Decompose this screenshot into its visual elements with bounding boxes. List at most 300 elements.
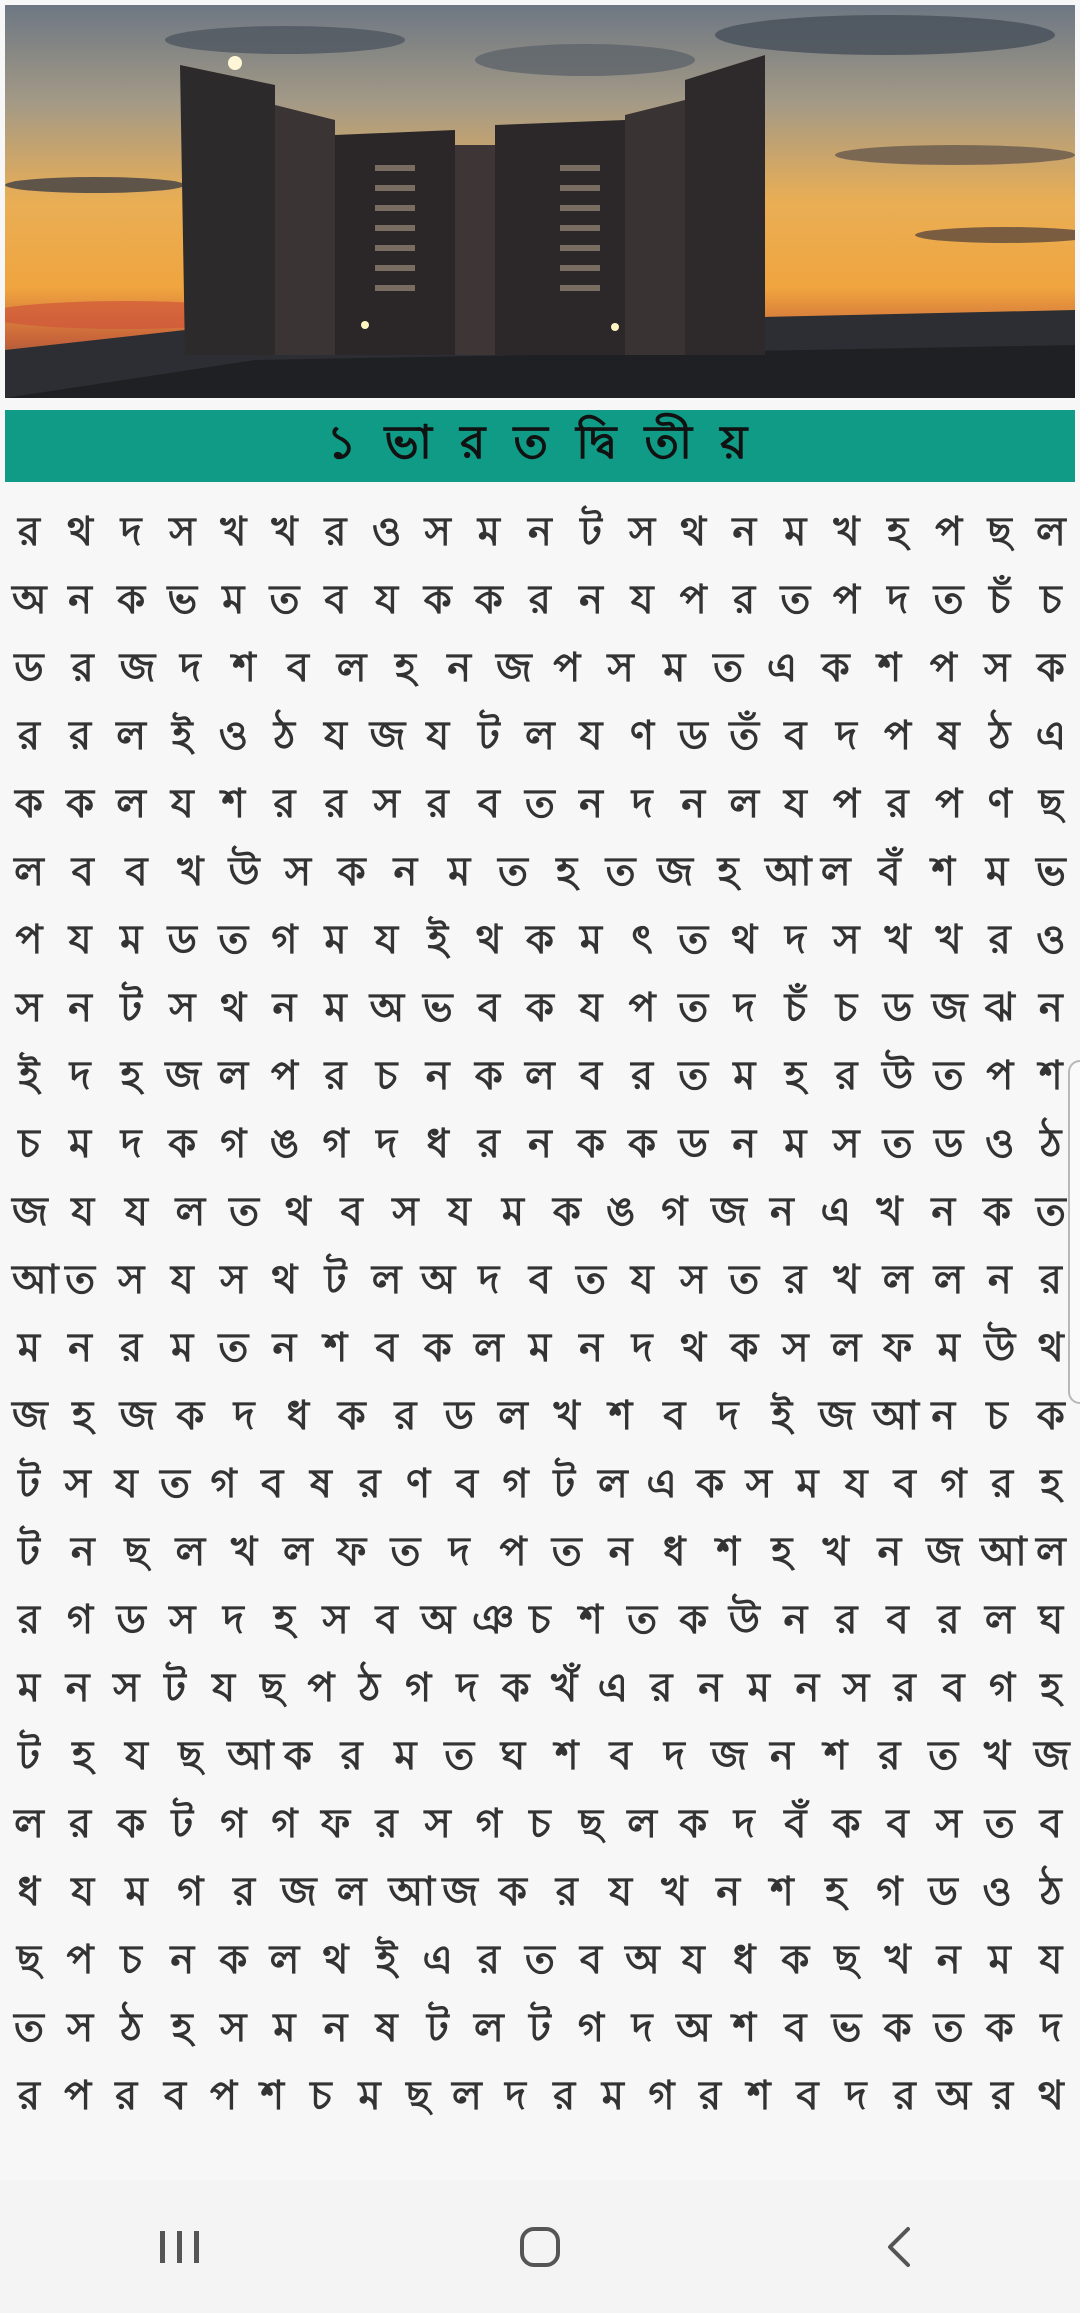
grid-letter[interactable]: গ	[405, 1665, 432, 1711]
grid-letter[interactable]: ণ	[406, 1461, 431, 1507]
grid-letter[interactable]: অ	[12, 577, 47, 623]
grid-letter[interactable]: তঁ	[729, 713, 760, 759]
grid-letter[interactable]: ত	[882, 1121, 913, 1167]
grid-letter[interactable]: ত	[678, 1053, 709, 1099]
grid-letter[interactable]: ল	[627, 1801, 658, 1847]
grid-letter[interactable]: ম	[937, 1325, 960, 1371]
grid-letter[interactable]: ক	[679, 1597, 708, 1643]
grid-letter[interactable]: ট	[477, 713, 500, 759]
grid-letter[interactable]: য	[447, 1189, 471, 1235]
grid-letter[interactable]: য	[630, 577, 654, 623]
grid-letter[interactable]: জ	[496, 645, 532, 691]
grid-letter[interactable]: র	[528, 577, 551, 623]
grid-letter[interactable]: গ	[876, 1869, 903, 1915]
grid-letter[interactable]: থ	[220, 985, 247, 1031]
grid-letter[interactable]: ত	[13, 2005, 44, 2051]
grid-letter[interactable]: ট	[164, 1665, 186, 1711]
grid-letter[interactable]: ম	[784, 1121, 807, 1167]
grid-letter[interactable]: শ	[554, 1733, 579, 1779]
grid-letter[interactable]: খ	[935, 917, 962, 963]
grid-letter[interactable]: ব	[784, 713, 807, 759]
grid-letter[interactable]: অ	[936, 2073, 972, 2119]
grid-letter[interactable]: ব	[71, 849, 94, 895]
grid-letter[interactable]: শ	[608, 1393, 633, 1439]
grid-letter[interactable]: ছ	[406, 2073, 431, 2119]
grid-letter[interactable]: ম	[747, 1665, 770, 1711]
grid-letter[interactable]: ভ	[167, 577, 198, 623]
grid-letter[interactable]: চ	[529, 1801, 551, 1847]
grid-letter[interactable]: ও	[1036, 917, 1066, 963]
grid-letter[interactable]: চ	[310, 2073, 332, 2119]
grid-letter[interactable]: খ	[833, 509, 860, 555]
grid-letter[interactable]: ন	[393, 849, 418, 895]
grid-letter[interactable]: স	[833, 917, 860, 963]
grid-letter[interactable]: স	[15, 985, 43, 1031]
grid-letter[interactable]: প	[270, 1053, 299, 1099]
grid-letter[interactable]: ত	[218, 1325, 249, 1371]
grid-letter[interactable]: ক	[176, 1393, 205, 1439]
grid-letter[interactable]: স	[782, 1325, 809, 1371]
grid-letter[interactable]: স	[607, 645, 634, 691]
letter-grid[interactable]	[0, 498, 1080, 2178]
grid-letter[interactable]: র	[324, 781, 347, 827]
grid-letter[interactable]: ৎ	[631, 917, 653, 963]
grid-letter[interactable]: ন	[579, 577, 603, 623]
grid-letter[interactable]: ব	[375, 1597, 398, 1643]
grid-letter[interactable]: ল	[473, 1325, 504, 1371]
grid-letter[interactable]: দ	[120, 509, 142, 555]
grid-letter[interactable]: য	[170, 781, 194, 827]
grid-letter[interactable]: বঁ	[784, 1801, 807, 1847]
grid-letter[interactable]: খ	[220, 509, 247, 555]
grid-letter[interactable]: ল	[336, 645, 367, 691]
grid-letter[interactable]: ব	[1039, 1801, 1062, 1847]
grid-letter[interactable]: য	[125, 1733, 149, 1779]
grid-letter[interactable]: উ	[728, 1597, 760, 1643]
grid-letter[interactable]: গ	[940, 1461, 967, 1507]
grid-letter[interactable]: জ	[926, 1529, 963, 1575]
grid-letter[interactable]: উ	[882, 1053, 914, 1099]
grid-letter[interactable]: গ	[220, 1801, 247, 1847]
grid-letter[interactable]: শ	[1039, 1053, 1063, 1099]
grid-letter[interactable]: ট	[426, 2005, 449, 2051]
grid-letter[interactable]: ল	[1035, 1529, 1066, 1575]
grid-letter[interactable]: শ	[221, 781, 246, 827]
grid-letter[interactable]: ব	[579, 1053, 603, 1099]
grid-letter[interactable]: ল	[597, 1461, 628, 1507]
grid-letter[interactable]: ধ	[426, 1121, 449, 1167]
grid-letter[interactable]: প	[64, 2073, 92, 2119]
grid-letter[interactable]: য	[579, 713, 603, 759]
grid-letter[interactable]: ব	[340, 1189, 363, 1235]
grid-letter[interactable]: জ	[12, 1189, 48, 1235]
grid-letter[interactable]: ন	[425, 1053, 450, 1099]
grid-letter[interactable]: প	[986, 1053, 1014, 1099]
grid-letter[interactable]: ত	[933, 1053, 964, 1099]
grid-letter[interactable]: গ	[322, 1121, 349, 1167]
grid-letter[interactable]: ব	[579, 1937, 603, 1983]
grid-letter[interactable]: র	[784, 1257, 807, 1303]
grid-letter[interactable]: ফ	[882, 1325, 913, 1371]
grid-letter[interactable]: দ	[784, 917, 806, 963]
grid-letter[interactable]: গ	[475, 1801, 502, 1847]
grid-letter[interactable]: ল	[933, 1257, 964, 1303]
grid-letter[interactable]: ক	[283, 1733, 312, 1779]
grid-letter[interactable]: ন	[527, 509, 552, 555]
grid-letter[interactable]: ন	[447, 645, 472, 691]
grid-letter[interactable]: ত	[729, 1257, 760, 1303]
grid-letter[interactable]: এ	[422, 1937, 453, 1983]
grid-letter[interactable]: ত	[605, 849, 636, 895]
grid-letter[interactable]: ই	[771, 1393, 793, 1439]
grid-letter[interactable]: র	[835, 1597, 858, 1643]
grid-letter[interactable]: ক	[696, 1461, 725, 1507]
grid-letter[interactable]: বঁ	[878, 849, 901, 895]
grid-letter[interactable]: ল	[336, 1869, 367, 1915]
grid-letter[interactable]: হ	[120, 1053, 142, 1099]
grid-letter[interactable]: ক	[117, 577, 146, 623]
grid-letter[interactable]: ষ	[937, 713, 960, 759]
grid-letter[interactable]: খ	[884, 917, 911, 963]
grid-letter[interactable]: ই	[427, 917, 449, 963]
grid-letter[interactable]: থ	[1037, 2073, 1064, 2119]
grid-letter[interactable]: ড	[678, 1121, 708, 1167]
grid-letter[interactable]: ক	[525, 917, 554, 963]
grid-letter[interactable]: ছ	[987, 509, 1012, 555]
grid-letter[interactable]: ন	[877, 1529, 902, 1575]
grid-letter[interactable]: র	[733, 577, 756, 623]
grid-letter[interactable]: ক	[499, 1869, 528, 1915]
grid-letter[interactable]: র	[358, 1461, 381, 1507]
grid-letter[interactable]: র	[115, 2073, 138, 2119]
grid-letter[interactable]: গ	[177, 1869, 204, 1915]
grid-letter[interactable]: আ	[12, 1257, 59, 1303]
grid-letter[interactable]: দ	[717, 1393, 739, 1439]
grid-letter[interactable]: জ	[119, 1393, 156, 1439]
grid-letter[interactable]: স	[833, 1121, 860, 1167]
grid-letter[interactable]: ব	[893, 1461, 916, 1507]
grid-letter[interactable]: ব	[609, 1733, 632, 1779]
grid-letter[interactable]: র	[69, 713, 92, 759]
grid-letter[interactable]: র	[375, 1801, 398, 1847]
grid-letter[interactable]: উ	[228, 849, 260, 895]
grid-letter[interactable]: স	[983, 645, 1011, 691]
grid-letter[interactable]: প	[935, 781, 963, 827]
grid-letter[interactable]: ত	[678, 985, 709, 1031]
grid-letter[interactable]: ছ	[16, 1937, 42, 1983]
grid-letter[interactable]: হ	[887, 509, 909, 555]
grid-letter[interactable]: খ	[822, 1529, 849, 1575]
grid-letter[interactable]: ব	[163, 2073, 187, 2119]
grid-letter[interactable]: ল	[525, 713, 555, 759]
grid-letter[interactable]: স	[220, 1257, 247, 1303]
grid-letter[interactable]: ল	[14, 1801, 44, 1847]
grid-letter[interactable]: দ	[376, 1121, 398, 1167]
grid-letter[interactable]: থ	[475, 917, 502, 963]
grid-letter[interactable]: ম	[796, 1461, 819, 1507]
grid-letter[interactable]: ম	[501, 1189, 525, 1235]
grid-letter[interactable]: জ	[1033, 1733, 1070, 1779]
grid-letter[interactable]: ক	[821, 645, 850, 691]
grid-letter[interactable]: র	[273, 781, 296, 827]
grid-letter[interactable]: ছ	[578, 1801, 604, 1847]
grid-letter[interactable]: ম	[663, 645, 686, 691]
grid-letter[interactable]: ড	[933, 1121, 964, 1167]
grid-letter[interactable]: ন	[323, 2005, 348, 2051]
grid-letter[interactable]: ল	[175, 1189, 206, 1235]
home-button[interactable]	[480, 2197, 600, 2297]
grid-letter[interactable]: র	[69, 1801, 92, 1847]
grid-letter[interactable]: থ	[322, 1937, 349, 1983]
grid-letter[interactable]: ক	[525, 985, 554, 1031]
grid-letter[interactable]: ট	[529, 2005, 551, 2051]
grid-letter[interactable]: ছ	[834, 1937, 859, 1983]
grid-letter[interactable]: স	[169, 509, 196, 555]
grid-letter[interactable]: স	[66, 2005, 94, 2051]
grid-letter[interactable]: ড	[882, 985, 913, 1031]
grid-letter[interactable]: চ	[835, 985, 858, 1031]
grid-letter[interactable]: ধ	[286, 1393, 310, 1439]
grid-letter[interactable]: এ	[597, 1665, 629, 1711]
grid-letter[interactable]: ট	[171, 1801, 194, 1847]
grid-letter[interactable]: ন	[272, 1325, 297, 1371]
grid-letter[interactable]: থ	[731, 917, 758, 963]
grid-letter[interactable]: ক	[168, 1121, 197, 1167]
grid-letter[interactable]: ন	[170, 1937, 195, 1983]
grid-letter[interactable]: র	[426, 781, 449, 827]
grid-letter[interactable]: চ	[986, 1393, 1008, 1439]
grid-letter[interactable]: প	[628, 985, 656, 1031]
grid-letter[interactable]: ট	[553, 1461, 576, 1507]
grid-letter[interactable]: গ	[220, 1121, 247, 1167]
grid-letter[interactable]: ক	[983, 1189, 1012, 1235]
grid-letter[interactable]: ও	[982, 1869, 1012, 1915]
grid-letter[interactable]: স	[842, 1665, 870, 1711]
grid-letter[interactable]: র	[699, 2073, 722, 2119]
grid-letter[interactable]: ক	[15, 781, 43, 827]
grid-letter[interactable]: ল	[820, 849, 851, 895]
grid-letter[interactable]: জ	[442, 1869, 479, 1915]
grid-letter[interactable]: ণ	[987, 781, 1012, 827]
grid-letter[interactable]: ত	[780, 577, 811, 623]
grid-letter[interactable]: ন	[698, 1665, 723, 1711]
grid-letter[interactable]: ঠ	[1040, 1121, 1062, 1167]
grid-letter[interactable]: ঞ	[471, 1597, 515, 1643]
grid-letter[interactable]: খ	[876, 1189, 903, 1235]
grid-letter[interactable]: র	[17, 2073, 40, 2119]
grid-letter[interactable]: হ	[1040, 1665, 1062, 1711]
grid-letter[interactable]: ব	[528, 1257, 552, 1303]
grid-letter[interactable]: য	[68, 917, 92, 963]
grid-letter[interactable]: এ	[820, 1189, 851, 1235]
grid-letter[interactable]: ড	[14, 645, 44, 691]
grid-letter[interactable]: য	[783, 781, 807, 827]
grid-letter[interactable]: প	[15, 917, 43, 963]
grid-letter[interactable]: ই	[376, 1937, 398, 1983]
grid-letter[interactable]: গ	[271, 1801, 298, 1847]
grid-letter[interactable]: স	[220, 2005, 247, 2051]
grid-letter[interactable]: ছ	[124, 1529, 149, 1575]
recents-button[interactable]	[120, 2197, 240, 2297]
grid-letter[interactable]: ম	[222, 577, 245, 623]
grid-letter[interactable]: দ	[505, 2073, 527, 2119]
grid-letter[interactable]: স	[628, 509, 656, 555]
grid-letter[interactable]: ন	[732, 509, 757, 555]
grid-letter[interactable]: ক	[577, 1121, 606, 1167]
grid-letter[interactable]: য	[579, 985, 603, 1031]
grid-letter[interactable]: প	[499, 1529, 527, 1575]
grid-letter[interactable]: র	[17, 713, 40, 759]
grid-letter[interactable]: দ	[233, 1393, 255, 1439]
grid-letter[interactable]: ঠ	[273, 713, 296, 759]
grid-letter[interactable]: থ	[284, 1189, 311, 1235]
grid-letter[interactable]: স	[113, 1665, 140, 1711]
grid-letter[interactable]: র	[477, 1937, 500, 1983]
grid-letter[interactable]: জ	[119, 645, 156, 691]
grid-letter[interactable]: খ	[884, 1937, 911, 1983]
grid-letter[interactable]: জ	[165, 1053, 202, 1099]
grid-letter[interactable]: ল	[1035, 509, 1066, 555]
grid-letter[interactable]: য	[170, 1257, 194, 1303]
grid-letter[interactable]: শ	[747, 2073, 771, 2119]
grid-letter[interactable]: হ	[72, 1733, 94, 1779]
grid-letter[interactable]: ক	[679, 1801, 708, 1847]
grid-letter[interactable]: চ	[375, 1053, 398, 1099]
grid-letter[interactable]: অ	[420, 1597, 456, 1643]
grid-letter[interactable]: ব	[784, 2005, 807, 2051]
grid-letter[interactable]: জ	[369, 713, 406, 759]
grid-letter[interactable]: ল	[473, 2005, 504, 2051]
grid-letter[interactable]: চ	[18, 1121, 40, 1167]
grid-letter[interactable]: ধ	[17, 1869, 41, 1915]
grid-letter[interactable]: এ	[646, 1461, 677, 1507]
grid-letter[interactable]: য	[324, 713, 348, 759]
grid-letter[interactable]: ত	[627, 1597, 658, 1643]
grid-letter[interactable]: হ	[171, 2005, 193, 2051]
grid-letter[interactable]: ত	[498, 849, 529, 895]
grid-letter[interactable]: ত	[984, 1801, 1015, 1847]
grid-letter[interactable]: র	[835, 1053, 858, 1099]
grid-letter[interactable]: আ	[227, 1733, 274, 1779]
grid-letter[interactable]: ম	[448, 849, 471, 895]
grid-letter[interactable]: ত	[678, 917, 709, 963]
grid-letter[interactable]: স	[392, 1189, 419, 1235]
grid-letter[interactable]: ট	[580, 509, 602, 555]
grid-letter[interactable]: ন	[681, 781, 706, 827]
grid-letter[interactable]: ক	[781, 1937, 810, 1983]
back-button[interactable]	[840, 2197, 960, 2297]
grid-letter[interactable]: ন	[68, 577, 93, 623]
grid-letter[interactable]: ম	[601, 2073, 624, 2119]
grid-letter[interactable]: স	[424, 1801, 451, 1847]
grid-letter[interactable]: ধ	[733, 1937, 756, 1983]
grid-letter[interactable]: ক	[985, 2005, 1014, 2051]
grid-letter[interactable]: ক	[730, 1325, 759, 1371]
grid-letter[interactable]: জ	[657, 849, 694, 895]
grid-letter[interactable]: দ	[222, 1597, 244, 1643]
grid-letter[interactable]: খ	[230, 1529, 258, 1575]
grid-letter[interactable]: ট	[18, 1529, 40, 1575]
grid-letter[interactable]: আ	[764, 849, 812, 895]
grid-letter[interactable]: ন	[527, 1121, 552, 1167]
grid-letter[interactable]: ঘ	[500, 1733, 526, 1779]
grid-letter[interactable]: ও	[371, 509, 402, 555]
grid-letter[interactable]: ত	[524, 1937, 555, 1983]
grid-letter[interactable]: ল	[116, 781, 147, 827]
grid-letter[interactable]: ঠ	[358, 1665, 381, 1711]
grid-letter[interactable]: ও	[985, 1121, 1015, 1167]
grid-letter[interactable]: দ	[887, 577, 909, 623]
grid-letter[interactable]: র	[937, 1597, 960, 1643]
grid-letter[interactable]: ব	[477, 985, 500, 1031]
grid-letter[interactable]: ল	[831, 1325, 862, 1371]
grid-letter[interactable]: য	[681, 1937, 705, 1983]
grid-letter[interactable]: ম	[324, 985, 347, 1031]
grid-letter[interactable]: ল	[498, 1393, 528, 1439]
grid-letter[interactable]: র	[324, 509, 347, 555]
grid-letter[interactable]: দ	[733, 985, 755, 1031]
grid-letter[interactable]: ন	[931, 1393, 956, 1439]
grid-letter[interactable]: ল	[452, 2073, 482, 2119]
grid-letter[interactable]: জ	[280, 1869, 317, 1915]
grid-letter[interactable]: ব	[796, 2073, 819, 2119]
grid-letter[interactable]: য	[125, 1189, 149, 1235]
grid-letter[interactable]: খ	[177, 849, 204, 895]
grid-letter[interactable]: ন	[769, 1189, 794, 1235]
grid-letter[interactable]: দ	[845, 2073, 867, 2119]
grid-letter[interactable]: হ	[825, 1869, 847, 1915]
grid-letter[interactable]: চঁ	[988, 577, 1011, 623]
grid-letter[interactable]: ম	[579, 917, 603, 963]
grid-letter[interactable]: খ	[553, 1393, 580, 1439]
grid-letter[interactable]: ম	[733, 1053, 756, 1099]
grid-letter[interactable]: স	[373, 781, 400, 827]
grid-letter[interactable]: ছ	[178, 1733, 203, 1779]
grid-letter[interactable]: র	[1039, 1257, 1062, 1303]
grid-letter[interactable]: জ	[711, 1733, 747, 1779]
grid-letter[interactable]: চ	[120, 1937, 142, 1983]
grid-letter[interactable]: থ	[680, 509, 707, 555]
grid-letter[interactable]: ড	[928, 1869, 958, 1915]
grid-letter[interactable]: ল	[371, 1257, 402, 1303]
grid-letter[interactable]: য	[609, 1869, 633, 1915]
grid-letter[interactable]: ব	[663, 1393, 686, 1439]
grid-letter[interactable]: দ	[69, 1053, 91, 1099]
grid-letter[interactable]: শ	[732, 2005, 757, 2051]
grid-letter[interactable]: শ	[770, 1869, 794, 1915]
grid-letter[interactable]: থ	[271, 1257, 298, 1303]
grid-letter[interactable]: গ	[661, 1189, 688, 1235]
grid-letter[interactable]: য	[426, 713, 450, 759]
grid-letter[interactable]: প	[832, 577, 861, 623]
grid-letter[interactable]: ত	[524, 781, 555, 827]
grid-letter[interactable]: ব	[125, 849, 148, 895]
grid-letter[interactable]: ক	[1036, 1393, 1065, 1439]
grid-letter[interactable]: ভ	[831, 2005, 862, 2051]
grid-letter[interactable]: ত	[933, 577, 964, 623]
grid-letter[interactable]: ন	[68, 985, 93, 1031]
grid-letter[interactable]: ত	[551, 1529, 582, 1575]
grid-letter[interactable]: ম	[394, 1733, 417, 1779]
grid-letter[interactable]: প	[832, 781, 861, 827]
grid-letter[interactable]: স	[322, 1597, 349, 1643]
grid-letter[interactable]: ক	[423, 1325, 452, 1371]
grid-letter[interactable]: গ	[648, 2073, 675, 2119]
grid-letter[interactable]: থ	[680, 1325, 707, 1371]
grid-letter[interactable]: র	[553, 2073, 576, 2119]
grid-letter[interactable]: র	[555, 1869, 578, 1915]
grid-letter[interactable]: খঁ	[551, 1665, 578, 1711]
